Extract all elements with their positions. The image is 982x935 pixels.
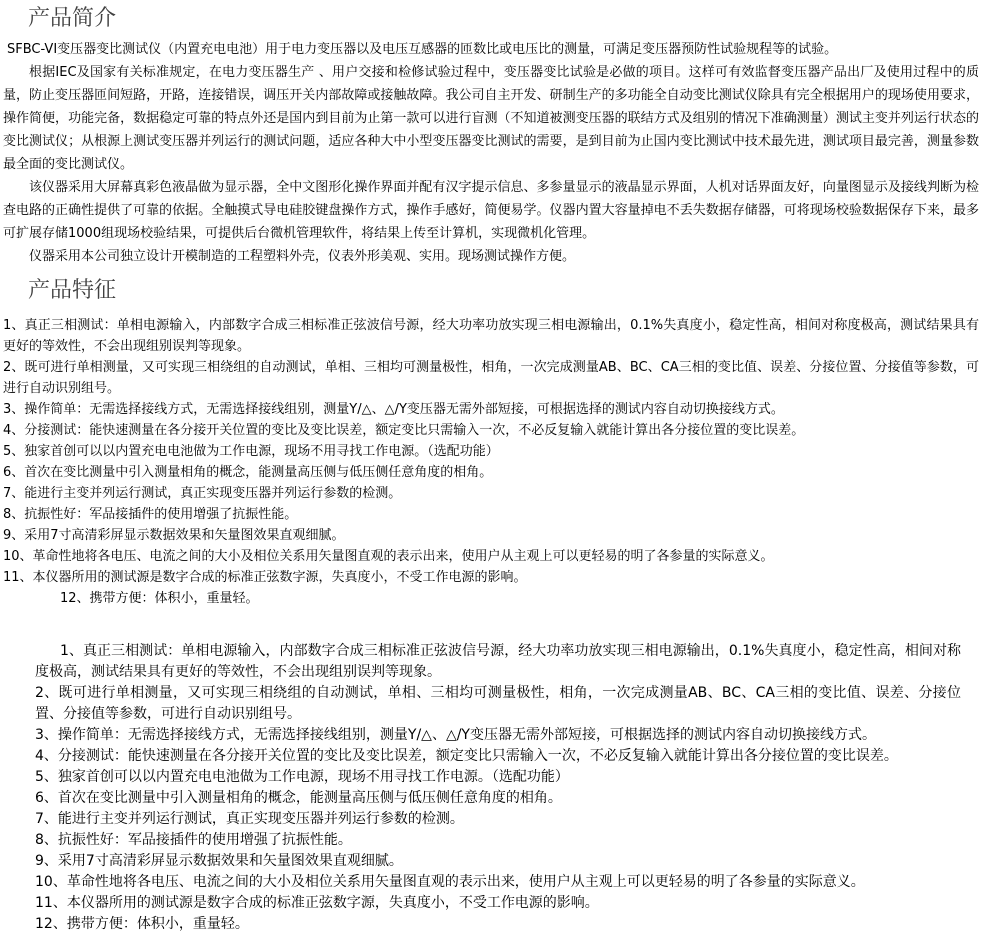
feature-item: 9、采用7寸高清彩屏显示数据效果和矢量图效果直观细腻。: [3, 528, 345, 543]
intro-paragraph-overview: SFBC-VI变压器变比测试仪（内置充电电池）用于电力变压器以及电压互感器的匝数比或电压比的测量，可满足变压器预防性试验规程等的试验。: [7, 42, 838, 57]
feature-item: 12、携带方便：体积小，重量轻。: [35, 916, 249, 932]
feature-item: 12、携带方便：体积小，重量轻。: [60, 591, 259, 606]
intro-paragraph-enclosure: 仪器采用本公司独立设计开模制造的工程塑料外壳，仪表外形美观、实用。现场测试操作方便。: [29, 249, 576, 264]
features-list: [0, 315, 982, 609]
feature-item: 11、本仪器所用的测试源是数字合成的标准正弦数字源，失真度小，不受工作电源的影响。: [35, 895, 599, 911]
feature-item: 3、操作简单：无需选择接线方式，无需选择接线组别，测量Y/△、△/Y变压器无需外部短接，可根据选择的测试内容自动切换接线方式。: [35, 727, 876, 743]
feature-item: 3、操作简单：无需选择接线方式，无需选择接线组别，测量Y/△、△/Y变压器无需外部短接，可根据选择的测试内容自动切换接线方式。: [3, 402, 784, 417]
feature-item: 8、抗振性好：军品接插件的使用增强了抗振性能。: [35, 832, 352, 848]
feature-item: 4、分接测试：能快速测量在各分接开关位置的变比及变比误差，额定变比只需输入一次，不必反复输入就能计算出各分接位置的变比误差。: [35, 748, 898, 764]
intro-paragraph-display: 该仪器采用大屏幕真彩色液晶做为显示器，全中文图形化操作界面并配有汉字提示信息、多参量显示的液晶显示界面，人机对话界面友好，向量图显示及接线判断为检查电路的正确性提供了可靠的依据。全触摸式导电硅胶键盘操作方式，操作手感好，简便易学。仪器内置大容量掉电不丢失数据存储器，可将现场校验数据保存下来，最多可扩展存储1000组现场校验结果，可提供后台微机管理软件，将结果上传至计算机，实现微机化管理。: [3, 180, 979, 241]
feature-item: 1、真正三相测试：单相电源输入，内部数字合成三相标准正弦波信号源，经大功率功放实现三相电源输出，0.1%失真度小，稳定性高，相间对称度极高，测试结果具有更好的等效性，不会出现组别误判等现象。: [35, 643, 961, 680]
feature-item: 2、既可进行单相测量，又可实现三相绕组的自动测试，单相、三相均可测量极性，相角，一次完成测量AB、BC、CA三相的变比值、误差、分接位置、分接值等参数，可进行自动识别组号。: [35, 685, 961, 722]
feature-item: 11、本仪器所用的测试源是数字合成的标准正弦数字源，失真度小，不受工作电源的影响。: [3, 570, 527, 585]
feature-item: 4、分接测试：能快速测量在各分接开关位置的变比及变比误差，额定变比只需输入一次，不必反复输入就能计算出各分接位置的变比误差。: [3, 423, 805, 438]
section-product-features: [0, 276, 982, 935]
feature-item: 7、能进行主变并列运行测试，真正实现变压器并列运行参数的检测。: [35, 811, 464, 827]
feature-item: 6、首次在变比测量中引入测量相角的概念，能测量高压侧与低压侧任意角度的相角。: [35, 790, 562, 806]
features-list-repeat: [35, 641, 961, 935]
feature-item: 5、独家首创可以以内置充电电池做为工作电源，现场不用寻找工作电源。（选配功能）: [3, 444, 499, 459]
product-intro-heading: 产品简介: [28, 6, 117, 31]
feature-item: 2、既可进行单相测量，又可实现三相绕组的自动测试，单相、三相均可测量极性，相角，一次完成测量AB、BC、CA三相的变比值、误差、分接位置、分接值等参数，可进行自动识别组号。: [3, 360, 979, 396]
feature-item: 10、革命性地将各电压、电流之间的大小及相位关系用矢量图直观的表示出来，使用户从主观上可以更轻易的明了各参量的实际意义。: [3, 549, 774, 564]
feature-item: 7、能进行主变并列运行测试，真正实现变压器并列运行参数的检测。: [3, 486, 402, 501]
feature-item: 6、首次在变比测量中引入测量相角的概念，能测量高压侧与低压侧任意角度的相角。: [3, 465, 493, 480]
section-product-intro: [0, 0, 982, 268]
feature-item: 8、抗振性好：军品接插件的使用增强了抗振性能。: [3, 507, 298, 522]
feature-item: 9、采用7寸高清彩屏显示数据效果和矢量图效果直观细腻。: [35, 853, 403, 869]
feature-item: 1、真正三相测试：单相电源输入，内部数字合成三相标准正弦波信号源，经大功率功放实现三相电源输出，0.1%失真度小，稳定性高，相间对称度极高，测试结果具有更好的等效性，不会出现组别误判等现象。: [3, 318, 979, 354]
intro-paragraph-standards: 根据IEC及国家有关标准规定，在电力变压器生产 、用户交接和检修试验过程中，变压器变比试验是必做的项目。这样可有效监督变压器产品出厂及使用过程中的质量，防止变压器匝间短路，开路，连接错误，调压开关内部故障或接触故障。我公司自主开发、研制生产的多功能全自动变比测试仪除具有完全根据用户的现场使用要求，操作简便，功能完备，数据稳定可靠的特点外还是国内到目前为止第一款可以进行盲测（不知道被测变压器的联结方式及组别的情况下准确测量）测试主变并列运行状态的变比测试仪；从根源上测试变压器并列运行的测试问题，适应各种大中小型变压器变比测试的需要，是到目前为止国内变比测试中技术最先进，测试项目最完善，测量参数最全面的变比测试仪。: [3, 65, 979, 172]
feature-item: 5、独家首创可以以内置充电电池做为工作电源，现场不用寻找工作电源。（选配功能）: [35, 769, 569, 785]
feature-item: 10、革命性地将各电压、电流之间的大小及相位关系用矢量图直观的表示出来，使用户从主观上可以更轻易的明了各参量的实际意义。: [35, 874, 865, 890]
product-features-heading: 产品特征: [28, 278, 117, 303]
